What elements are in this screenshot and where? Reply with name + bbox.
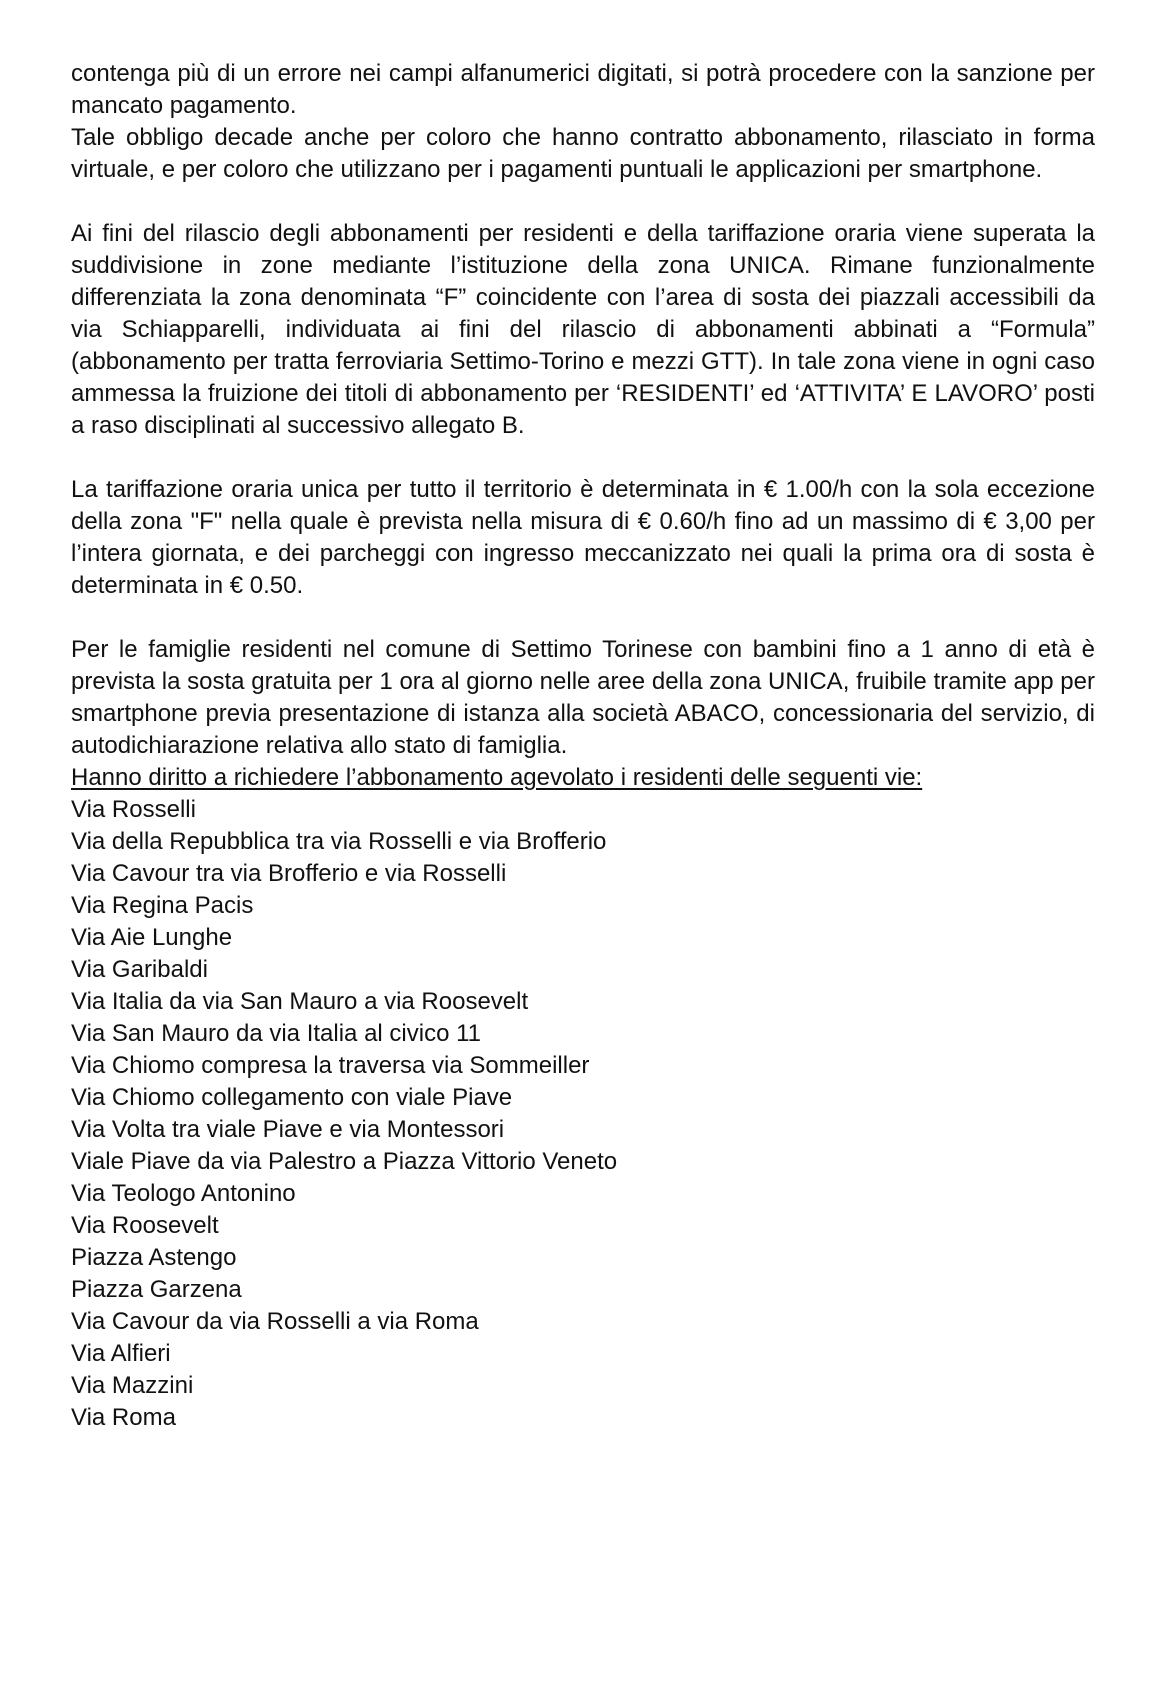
- street-list-group-2: [71, 1306, 1095, 1434]
- street-item: Via Mazzini: [71, 1372, 194, 1399]
- street-item: Via Volta tra viale Piave e via Montessori: [71, 1116, 505, 1143]
- street-item: Via Cavour da via Rosselli a via Roma: [71, 1308, 479, 1335]
- street-item: Piazza Astengo: [71, 1244, 237, 1271]
- paragraph-sanction: contenga più di un errore nei campi alfanumerici digitati, si potrà procedere con la sanzione per mancato pagamento.: [71, 60, 1095, 119]
- street-list-group-1: [71, 794, 1095, 1306]
- street-item: Piazza Garzena: [71, 1276, 242, 1303]
- street-item: Via Chiomo compresa la traversa via Sommeiller: [71, 1052, 590, 1079]
- paragraph-hourly-rate: La tariffazione oraria unica per tutto il territorio è determinata in € 1.00/h con la sola eccezione della zona "F" nella quale è prevista nella misura di € 0.60/h fino ad un massimo di € 3,00 per l’intera giornata, e dei parcheggi con ingresso meccanizzato nei quali la prima ora di sosta è determinata in € 0.50.: [71, 476, 1095, 599]
- street-item: Viale Piave da via Palestro a Piazza Vittorio Veneto: [71, 1148, 618, 1175]
- street-item: Via Aie Lunghe: [71, 924, 233, 951]
- street-item: Via Roosevelt: [71, 1212, 219, 1239]
- street-item: Via Chiomo collegamento con viale Piave: [71, 1084, 513, 1111]
- street-item: Via Teologo Antonino: [71, 1180, 296, 1207]
- document-page: [71, 58, 1095, 1434]
- street-item: Via Roma: [71, 1404, 176, 1431]
- street-item: Via San Mauro da via Italia al civico 11: [71, 1020, 482, 1047]
- streets-heading: Hanno diritto a richiedere l’abbonamento agevolato i residenti delle seguenti vie:: [71, 764, 923, 791]
- street-item: Via della Repubblica tra via Rosselli e via Brofferio: [71, 828, 607, 855]
- street-item: Via Rosselli: [71, 796, 196, 823]
- street-item: Via Garibaldi: [71, 956, 208, 983]
- street-item: Via Italia da via San Mauro a via Roosevelt: [71, 988, 529, 1015]
- paragraph-families: Per le famiglie residenti nel comune di Settimo Torinese con bambini fino a 1 anno di età è prevista la sosta gratuita per 1 ora al giorno nelle aree della zona UNICA, fruibile tramite app per smartphone previa presentazione di istanza alla società ABACO, concessionaria del servizio, di autodichiarazione relativa allo stato di famiglia.: [71, 636, 1095, 759]
- paragraph-zona-unica: Ai fini del rilascio degli abbonamenti per residenti e della tariffazione oraria viene superata la suddivisione in zone mediante l’istituzione della zona UNICA. Rimane funzionalmente differenziata la zona denominata “F” coincidente con l’area di sosta dei piazzali accessibili da via Schiapparelli, individuata ai fini del rilascio di abbonamenti abbinati a “Formula” (abbonamento per tratta ferroviaria Settimo-Torino e mezzi GTT). In tale zona viene in ogni caso ammessa la fruizione dei titoli di abbonamento per ‘RESIDENTI’ ed ‘ATTIVITA’ E LAVORO’ posti a raso disciplinati al successivo allegato B.: [71, 220, 1095, 439]
- street-item: Via Cavour tra via Brofferio e via Rosselli: [71, 860, 507, 887]
- street-item: Via Regina Pacis: [71, 892, 254, 919]
- street-item: Via Alfieri: [71, 1340, 171, 1367]
- paragraph-obligation: Tale obbligo decade anche per coloro che hanno contratto abbonamento, rilasciato in forma virtuale, e per coloro che utilizzano per i pagamenti puntuali le applicazioni per smartphone.: [71, 124, 1095, 183]
